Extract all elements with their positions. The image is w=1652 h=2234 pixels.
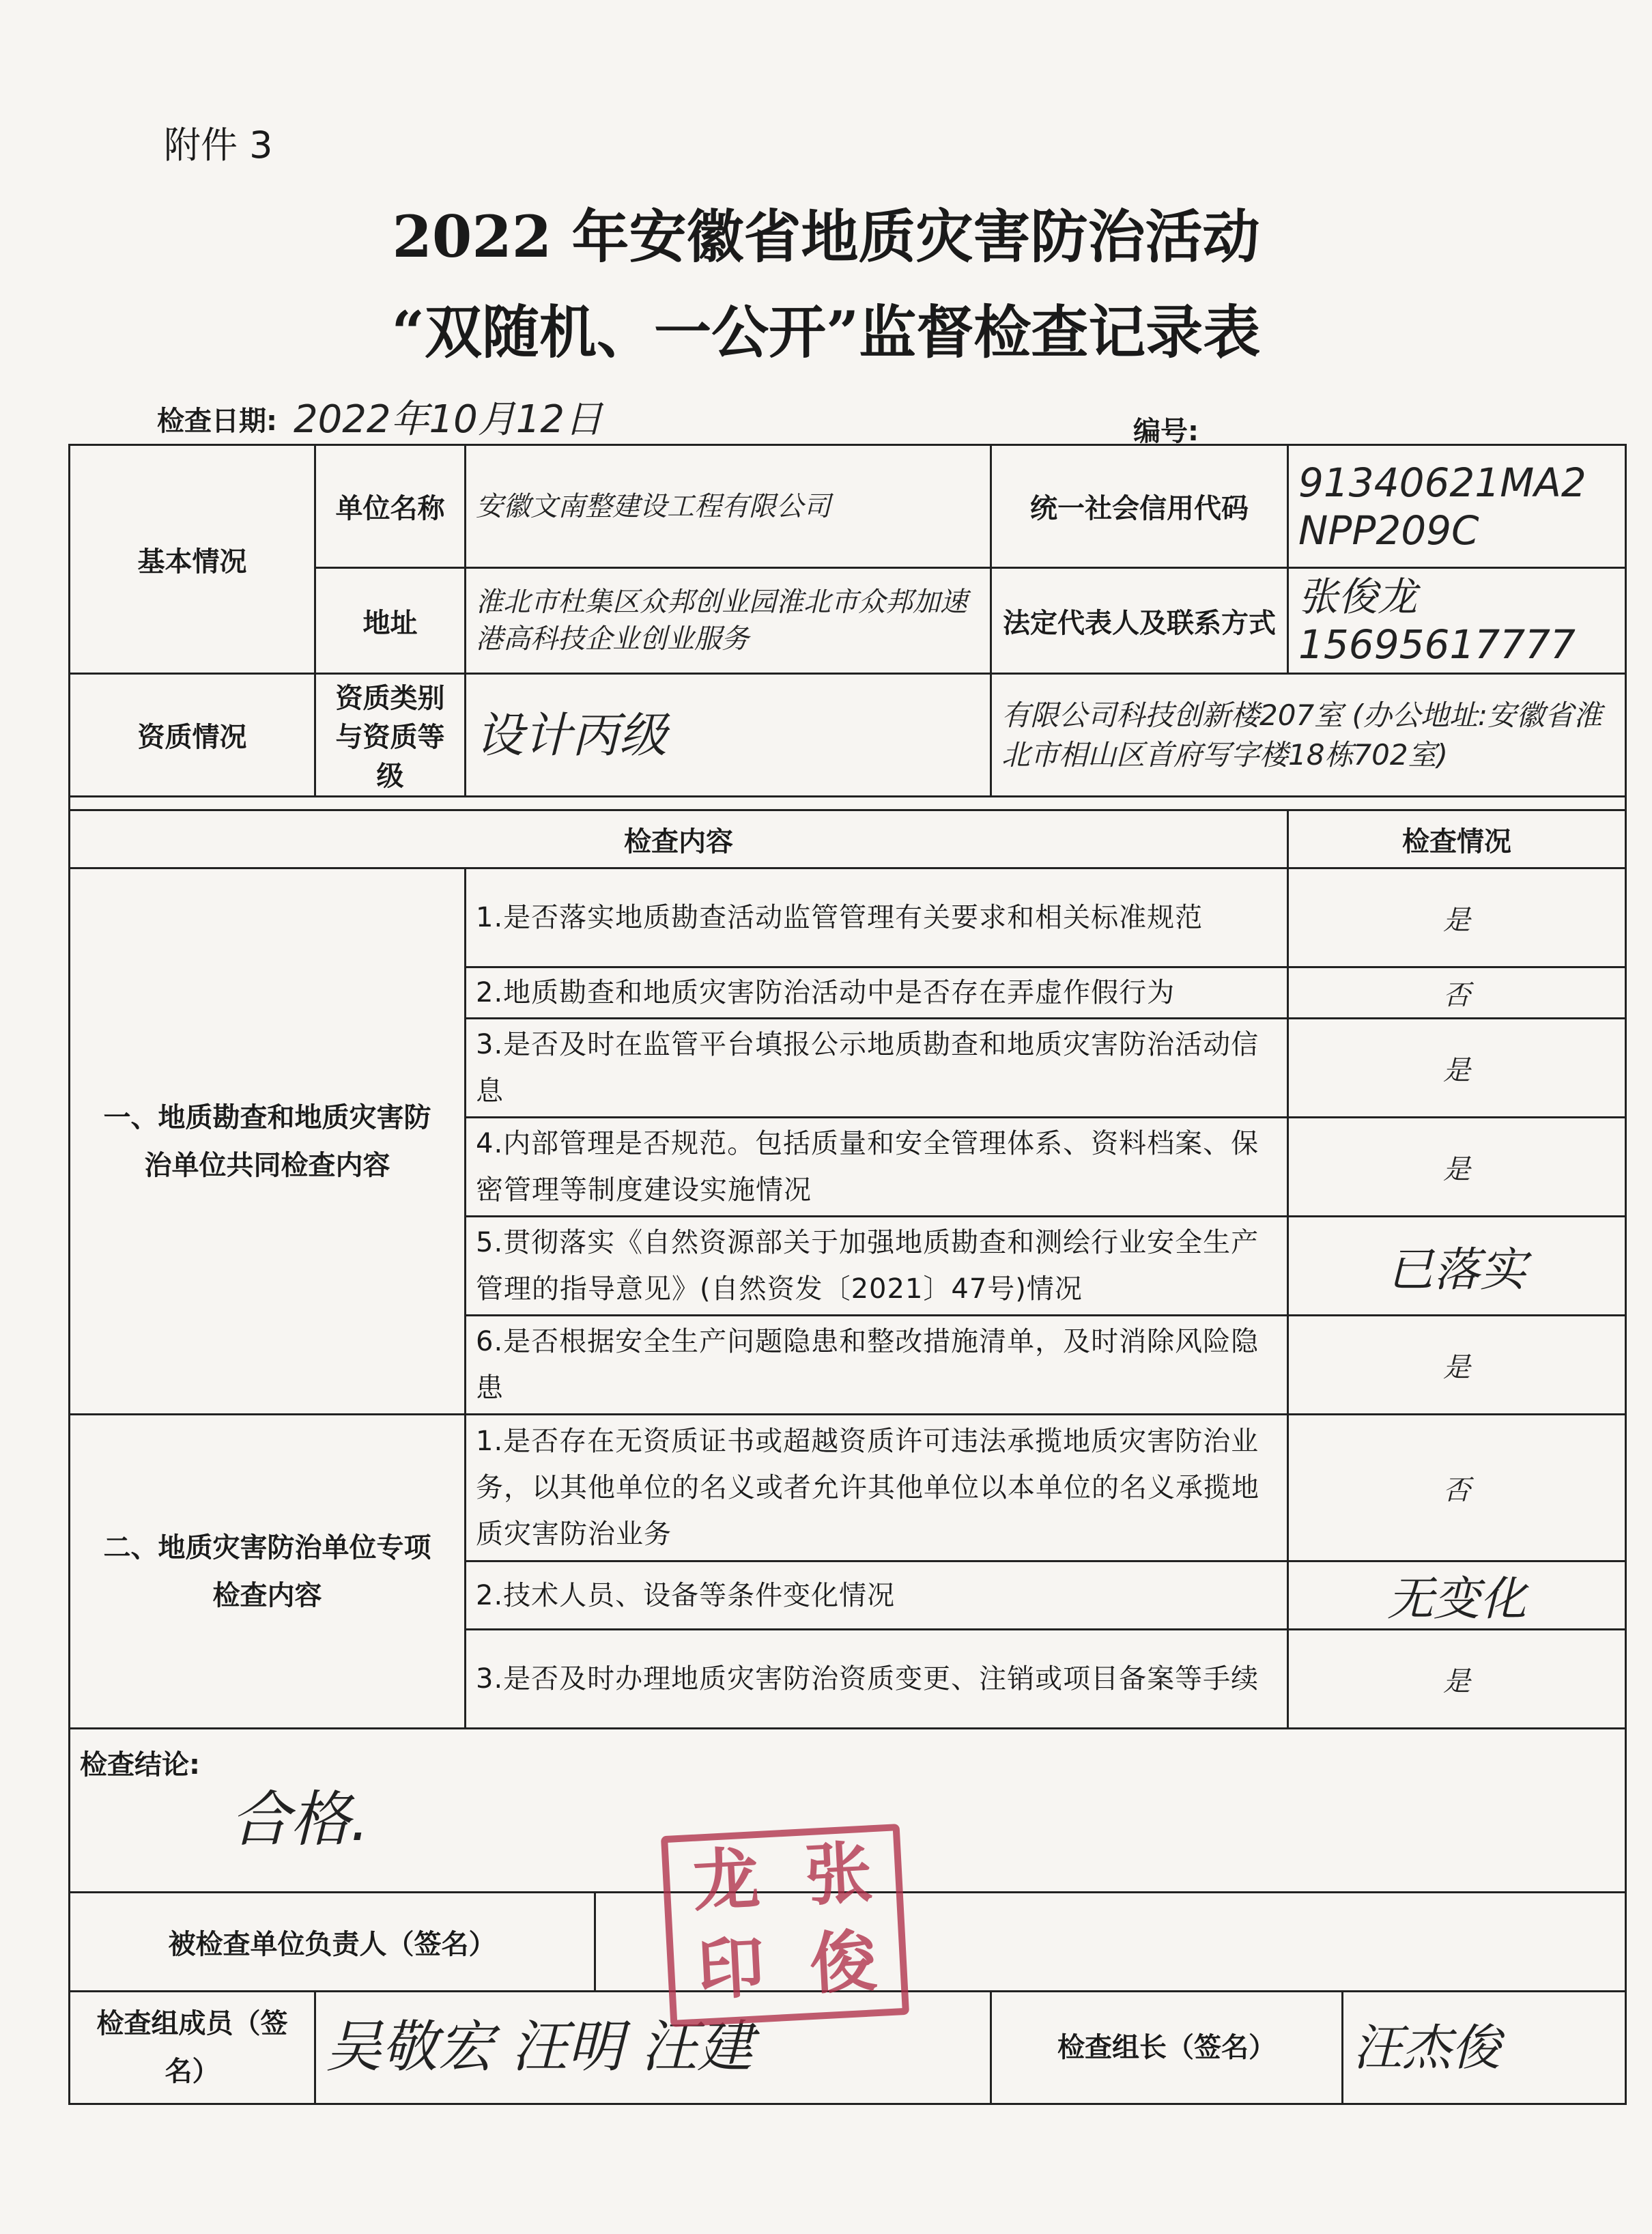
unit-name-label: 单位名称 bbox=[315, 445, 466, 568]
form-title-line2: “双随机、一公开”监督检查记录表 bbox=[391, 298, 1261, 366]
qualification-type-label: 资质类别与资质等级 bbox=[315, 674, 466, 797]
group1-item1-answer: 是 bbox=[1288, 868, 1626, 967]
inspection-status-header: 检查情况 bbox=[1288, 810, 1626, 868]
members-signature: 吴敬宏 汪明 汪建 bbox=[315, 1992, 991, 2104]
group2-item2-answer: 无变化 bbox=[1288, 1561, 1626, 1630]
basic-info-section-label: 基本情况 bbox=[70, 445, 315, 674]
group1-item5-question: 5.贯彻落实《自然资源部关于加强地质勘查和测绘行业安全生产管理的指导意见》(自然资发〔2021〕47号)情况 bbox=[466, 1217, 1288, 1316]
leader-label: 检查组长（签名） bbox=[991, 1992, 1343, 2104]
group1-item3-question: 3.是否及时在监管平台填报公示地质勘查和地质灾害防治活动信息 bbox=[466, 1019, 1288, 1118]
inspected-head-label: 被检查单位负责人（签名） bbox=[70, 1893, 595, 1992]
leader-signature: 汪杰俊 bbox=[1343, 1992, 1626, 2104]
attachment-label: 附件 3 bbox=[164, 124, 273, 167]
group1-item1-question: 1.是否落实地质勘查活动监管管理有关要求和相关标准规范 bbox=[466, 868, 1288, 967]
seal-char-3: 印 bbox=[695, 1928, 767, 2010]
qualification-section-label: 资质情况 bbox=[70, 674, 315, 797]
seal-char-4: 俊 bbox=[808, 1923, 879, 2005]
group2-item3-question: 3.是否及时办理地质灾害防治资质变更、注销或项目备案等手续 bbox=[466, 1630, 1288, 1729]
group1-label: 一、地质勘查和地质灾害防治单位共同检查内容 bbox=[70, 868, 466, 1415]
group1-item6-answer: 是 bbox=[1288, 1316, 1626, 1415]
spacer-row bbox=[70, 797, 1626, 810]
conclusion-label: 检查结论: bbox=[80, 1749, 200, 1781]
qualification-note-value: 有限公司科技创新楼207室 (办公地址:安徽省淮北市相山区首府写字楼18栋702室) bbox=[991, 674, 1626, 797]
credit-code-value: 91340621MA2NPP209C bbox=[1288, 445, 1626, 568]
personal-seal-stamp bbox=[661, 1824, 909, 2027]
legal-representative-label: 法定代表人及联系方式 bbox=[991, 568, 1288, 674]
inspection-date-value: 2022年10月12日 bbox=[294, 397, 603, 442]
group2-item1-question: 1.是否存在无资质证书或超越资质许可违法承揽地质灾害防治业务，以其他单位的名义或者允许其他单位以本单位的名义承揽地质灾害防治业务 bbox=[466, 1415, 1288, 1561]
group1-item6-question: 6.是否根据安全生产问题隐患和整改措施清单，及时消除风险隐患 bbox=[466, 1316, 1288, 1415]
inspection-content-header: 检查内容 bbox=[70, 810, 1288, 868]
group2-item1-answer: 否 bbox=[1288, 1415, 1626, 1561]
group2-label: 二、地质灾害防治单位专项检查内容 bbox=[70, 1415, 466, 1729]
qualification-type-value: 设计丙级 bbox=[466, 674, 991, 797]
group1-item5-answer: 已落实 bbox=[1288, 1217, 1626, 1316]
seal-char-1: 龙 bbox=[691, 1839, 762, 1921]
members-label: 检查组成员（签名） bbox=[70, 1992, 315, 2104]
group2-item3-answer: 是 bbox=[1288, 1630, 1626, 1729]
group1-item2-question: 2.地质勘查和地质灾害防治活动中是否存在弄虚作假行为 bbox=[466, 967, 1288, 1019]
inspection-date-label: 检查日期: bbox=[157, 406, 277, 437]
address-label: 地址 bbox=[315, 568, 466, 674]
credit-code-label: 统一社会信用代码 bbox=[991, 445, 1288, 568]
form-title-line1: 2022 年安徽省地质灾害防治活动 bbox=[392, 203, 1260, 270]
address-value: 淮北市杜集区众邦创业园淮北市众邦加速港高科技企业创业服务 bbox=[466, 568, 991, 674]
serial-number-label: 编号: bbox=[1133, 416, 1199, 447]
legal-representative-value: 张俊龙 15695617777 bbox=[1288, 568, 1626, 674]
group1-item4-answer: 是 bbox=[1288, 1118, 1626, 1217]
unit-name-value: 安徽文南整建设工程有限公司 bbox=[466, 445, 991, 568]
group1-item4-question: 4.内部管理是否规范。包括质量和安全管理体系、资料档案、保密管理等制度建设实施情况 bbox=[466, 1118, 1288, 1217]
group1-item3-answer: 是 bbox=[1288, 1019, 1626, 1118]
seal-char-2: 张 bbox=[803, 1834, 874, 1916]
conclusion-value: 合格. bbox=[230, 1784, 369, 1854]
group1-item2-answer: 否 bbox=[1288, 967, 1626, 1019]
group2-item2-question: 2.技术人员、设备等条件变化情况 bbox=[466, 1561, 1288, 1630]
